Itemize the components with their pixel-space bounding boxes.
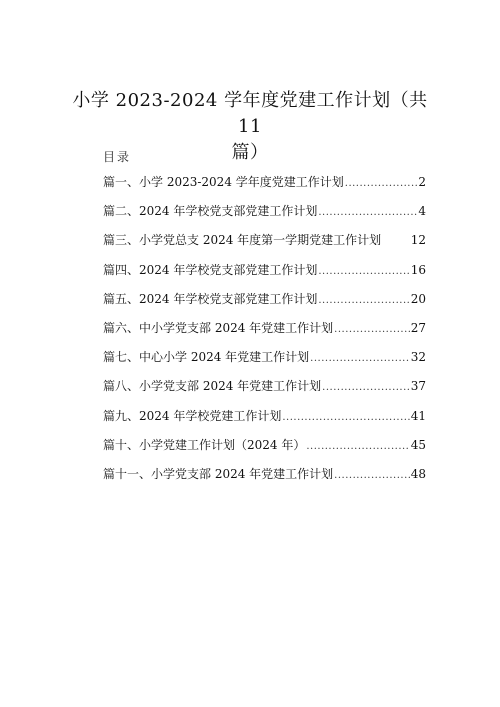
toc-leader-dots <box>322 382 410 393</box>
title-line-2: 篇） <box>231 142 269 164</box>
toc-entry-page-number: 16 <box>410 262 426 277</box>
toc-entry[interactable] <box>103 407 426 436</box>
toc-leader-dots <box>306 441 409 452</box>
toc-entry[interactable] <box>103 319 426 348</box>
toc-entry[interactable] <box>103 377 426 406</box>
toc-entry-label: 篇二、2024 年学校党支部党建工作计划 <box>103 204 318 219</box>
toc-leader-dots <box>318 266 409 277</box>
toc-entry-page-number: 41 <box>410 408 426 423</box>
toc-entry-label: 篇四、2024 年学校党支部党建工作计划 <box>103 262 318 277</box>
toc-entry[interactable] <box>103 231 426 260</box>
toc-leader-dots <box>334 470 410 481</box>
toc-entry-page-number: 12 <box>410 233 426 248</box>
toc-leader-dots <box>310 353 410 364</box>
toc-entry[interactable] <box>103 290 426 319</box>
title-line-1: 小学 2023-2024 学年度党建工作计划（共 11 <box>72 90 428 138</box>
toc-leader-dots <box>318 207 417 218</box>
table-of-contents <box>103 173 426 494</box>
toc-entry-label: 篇六、中小学党支部 2024 年党建工作计划 <box>103 320 334 335</box>
toc-entry-label: 篇三、小学党总支 2024 年度第一学期党建工作计划 <box>103 233 382 248</box>
toc-entry-label: 篇十、小学党建工作计划（2024 年） <box>103 437 306 452</box>
toc-entry[interactable] <box>103 261 426 290</box>
toc-entry-label: 篇八、小学党支部 2024 年党建工作计划 <box>103 379 322 394</box>
toc-entry-label: 篇七、中心小学 2024 年党建工作计划 <box>103 350 310 365</box>
toc-entry[interactable] <box>103 436 426 465</box>
toc-entry-page-number: 37 <box>410 379 426 394</box>
toc-entry-label: 篇五、2024 年学校党支部党建工作计划 <box>103 291 318 306</box>
toc-entry-page-number: 20 <box>410 291 426 306</box>
toc-entry-label: 篇十一、小学党支部 2024 年党建工作计划 <box>103 466 334 481</box>
toc-entry-page-number: 45 <box>410 437 426 452</box>
toc-entry[interactable] <box>103 173 426 202</box>
toc-entry[interactable] <box>103 465 426 494</box>
toc-entry-page-number: 32 <box>410 350 426 365</box>
toc-leader-dots <box>345 178 418 189</box>
toc-entry-page-number: 2 <box>418 175 426 189</box>
toc-entry-label: 篇一、小学 2023-2024 学年度党建工作计划 <box>103 175 344 189</box>
toc-heading: 目录 <box>103 150 132 164</box>
toc-leader-dots <box>318 295 409 306</box>
toc-leader-dots <box>282 412 409 423</box>
toc-entry-label: 篇九、2024 年学校党建工作计划 <box>103 408 282 423</box>
toc-leader-dots <box>334 324 410 335</box>
toc-entry-page-number: 27 <box>410 320 426 335</box>
toc-entry-page-number: 48 <box>410 466 426 481</box>
toc-entry-page-number: 4 <box>418 204 426 219</box>
toc-entry[interactable] <box>103 348 426 377</box>
toc-entry[interactable] <box>103 202 426 231</box>
